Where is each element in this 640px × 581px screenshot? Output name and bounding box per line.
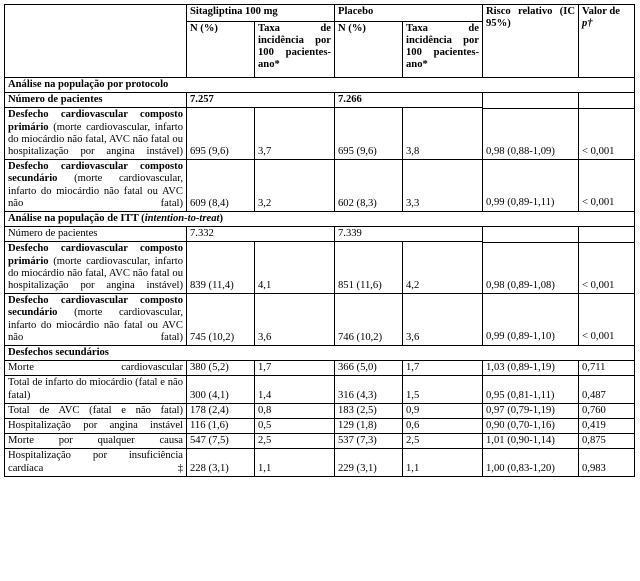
outcome-rr: 1,00 (0,83-1,20) (483, 449, 579, 476)
itt-num-patients-row (5, 227, 635, 242)
pp-secondary-plac-n: 602 (8,3) (335, 160, 403, 212)
outcome-sita-n: 300 (4,1) (187, 376, 255, 403)
outcome-rr: 0,90 (0,70-1,16) (483, 419, 579, 434)
itt-secondary-sita-rate: 3,6 (255, 294, 335, 346)
pp-secondary-sita-rate: 3,2 (255, 160, 335, 212)
pp-secondary-sita-n: 609 (8,4) (187, 160, 255, 212)
outcome-plac-n: 537 (7,3) (335, 434, 403, 449)
outcome-sita-n: 380 (5,2) (187, 361, 255, 376)
outcome-plac-rate: 0,6 (403, 419, 483, 434)
itt-num-plac: 7.339 (335, 227, 483, 242)
header-sita-taxa: Taxa de incidência por 100 pacientes-ano* (255, 21, 335, 77)
itt-blank-p (579, 227, 635, 346)
outcome-p: 0,487 (579, 376, 635, 403)
pp-num-sita: 7.257 (187, 93, 335, 108)
outcome-label: Total de infarto do miocárdio (fatal e não fatal) (5, 376, 187, 403)
header-plac-n: N (%) (335, 21, 403, 77)
secondary-outcomes-rows (5, 361, 635, 477)
outcome-plac-n: 183 (2,5) (335, 403, 403, 418)
pp-num-plac: 7.266 (335, 93, 483, 108)
results-table (4, 4, 635, 477)
outcome-p: 0,760 (579, 403, 635, 418)
section-secondary-outcomes: Desfechos secundários (5, 346, 635, 361)
pp-num-label: Número de pacientes (5, 93, 187, 108)
pp-primary-p: < 0,001 (582, 146, 615, 158)
header-sitagliptina: Sitagliptina 100 mg (187, 5, 335, 22)
outcome-rr: 0,97 (0,79-1,19) (483, 403, 579, 418)
outcome-sita-n: 116 (1,6) (187, 419, 255, 434)
table-row (5, 434, 635, 449)
outcome-plac-rate: 1,1 (403, 449, 483, 476)
header-sita-n: N (%) (187, 21, 255, 77)
table-row (5, 376, 635, 403)
itt-num-label: Número de pacientes (5, 227, 187, 242)
outcome-sita-rate: 1,7 (255, 361, 335, 376)
header-plac-taxa: Taxa de incidência por 100 pacientes-ano* (403, 21, 483, 77)
header-placebo: Placebo (335, 5, 483, 22)
pp-secondary-label: Desfecho cardiovascular composto secundário (morte cardiovascular, infarto do miocárdio não fatal ou AVC não fatal) (5, 160, 187, 212)
pp-primary-rr: 0,98 (0,88-1,09) (486, 146, 555, 158)
pp-primary-sita-rate: 3,7 (255, 108, 335, 160)
header-blank-cell (5, 5, 187, 78)
pp-primary-plac-rate: 3,8 (403, 108, 483, 160)
outcome-sita-rate: 2,5 (255, 434, 335, 449)
outcome-sita-n: 547 (7,5) (187, 434, 255, 449)
itt-secondary-p: < 0,001 (582, 330, 615, 342)
pp-blank-rr (483, 93, 579, 212)
itt-primary-sita-rate: 4,1 (255, 242, 335, 294)
pp-primary-label: Desfecho cardiovascular composto primário (morte cardiovascular, infarto do miocárdio não fatal, AVC não fatal ou hospitalização por angina instável) (5, 108, 187, 160)
table-row (5, 449, 635, 476)
itt-secondary-rr: 0,99 (0,89-1,10) (486, 330, 555, 342)
itt-primary-p: < 0,001 (582, 280, 615, 292)
outcome-p: 0,875 (579, 434, 635, 449)
pp-secondary-rr: 0,99 (0,89-1,11) (486, 196, 555, 208)
table-row (5, 403, 635, 418)
outcome-label: Morte cardiovascular (5, 361, 187, 376)
itt-num-sita: 7.332 (187, 227, 335, 242)
outcome-label: Hospitalização por insuficiência cardíaca‡ (5, 449, 187, 476)
itt-primary-plac-rate: 4,2 (403, 242, 483, 294)
outcome-sita-rate: 1,1 (255, 449, 335, 476)
itt-blank-rr (483, 227, 579, 346)
outcome-plac-n: 366 (5,0) (335, 361, 403, 376)
outcome-rr: 0,95 (0,81-1,11) (483, 376, 579, 403)
outcome-sita-rate: 0,8 (255, 403, 335, 418)
pp-num-patients-row (5, 93, 635, 108)
outcome-plac-rate: 0,9 (403, 403, 483, 418)
pp-primary-plac-n: 695 (9,6) (335, 108, 403, 160)
itt-secondary-plac-rate: 3,6 (403, 294, 483, 346)
outcome-plac-n: 316 (4,3) (335, 376, 403, 403)
pp-secondary-p: < 0,001 (582, 196, 615, 208)
itt-primary-label: Desfecho cardiovascular composto primário (morte cardiovascular, infarto do miocárdio não fatal, AVC não fatal ou hospitalização por angina instável) (5, 242, 187, 294)
itt-primary-rr: 0,98 (0,89-1,08) (486, 280, 555, 292)
header-valor-p: Valor de p† (579, 5, 635, 78)
pp-primary-sita-n: 695 (9,6) (187, 108, 255, 160)
section-per-protocol: Análise na população por protocolo (5, 78, 635, 93)
section-itt: Análise na população de ITT (intention-to-treat) (5, 212, 635, 227)
itt-secondary-label: Desfecho cardiovascular composto secundário (morte cardiovascular, infarto do miocárdio não fatal ou AVC não fatal) (5, 294, 187, 346)
outcome-plac-n: 229 (3,1) (335, 449, 403, 476)
pp-secondary-plac-rate: 3,3 (403, 160, 483, 212)
results-table-document (4, 4, 635, 477)
outcome-plac-rate: 1,7 (403, 361, 483, 376)
itt-secondary-plac-n: 746 (10,2) (335, 294, 403, 346)
outcome-label: Total de AVC (fatal e não fatal) (5, 403, 187, 418)
itt-secondary-sita-n: 745 (10,2) (187, 294, 255, 346)
outcome-sita-rate: 1,4 (255, 376, 335, 403)
outcome-p: 0,711 (579, 361, 635, 376)
outcome-plac-rate: 2,5 (403, 434, 483, 449)
outcome-label: Morte por qualquer causa (5, 434, 187, 449)
outcome-p: 0,419 (579, 419, 635, 434)
outcome-sita-n: 228 (3,1) (187, 449, 255, 476)
itt-primary-plac-n: 851 (11,6) (335, 242, 403, 294)
table-row (5, 419, 635, 434)
outcome-sita-n: 178 (2,4) (187, 403, 255, 418)
outcome-plac-n: 129 (1,8) (335, 419, 403, 434)
outcome-sita-rate: 0,5 (255, 419, 335, 434)
itt-primary-sita-n: 839 (11,4) (187, 242, 255, 294)
header-row-1 (5, 5, 635, 22)
outcome-rr: 1,01 (0,90-1,14) (483, 434, 579, 449)
outcome-plac-rate: 1,5 (403, 376, 483, 403)
outcome-label: Hospitalização por angina instável (5, 419, 187, 434)
outcome-p: 0,983 (579, 449, 635, 476)
pp-blank-p (579, 93, 635, 212)
header-risco-relativo: Risco relativo (IC 95%) (483, 5, 579, 78)
outcome-rr: 1,03 (0,89-1,19) (483, 361, 579, 376)
table-row (5, 361, 635, 376)
